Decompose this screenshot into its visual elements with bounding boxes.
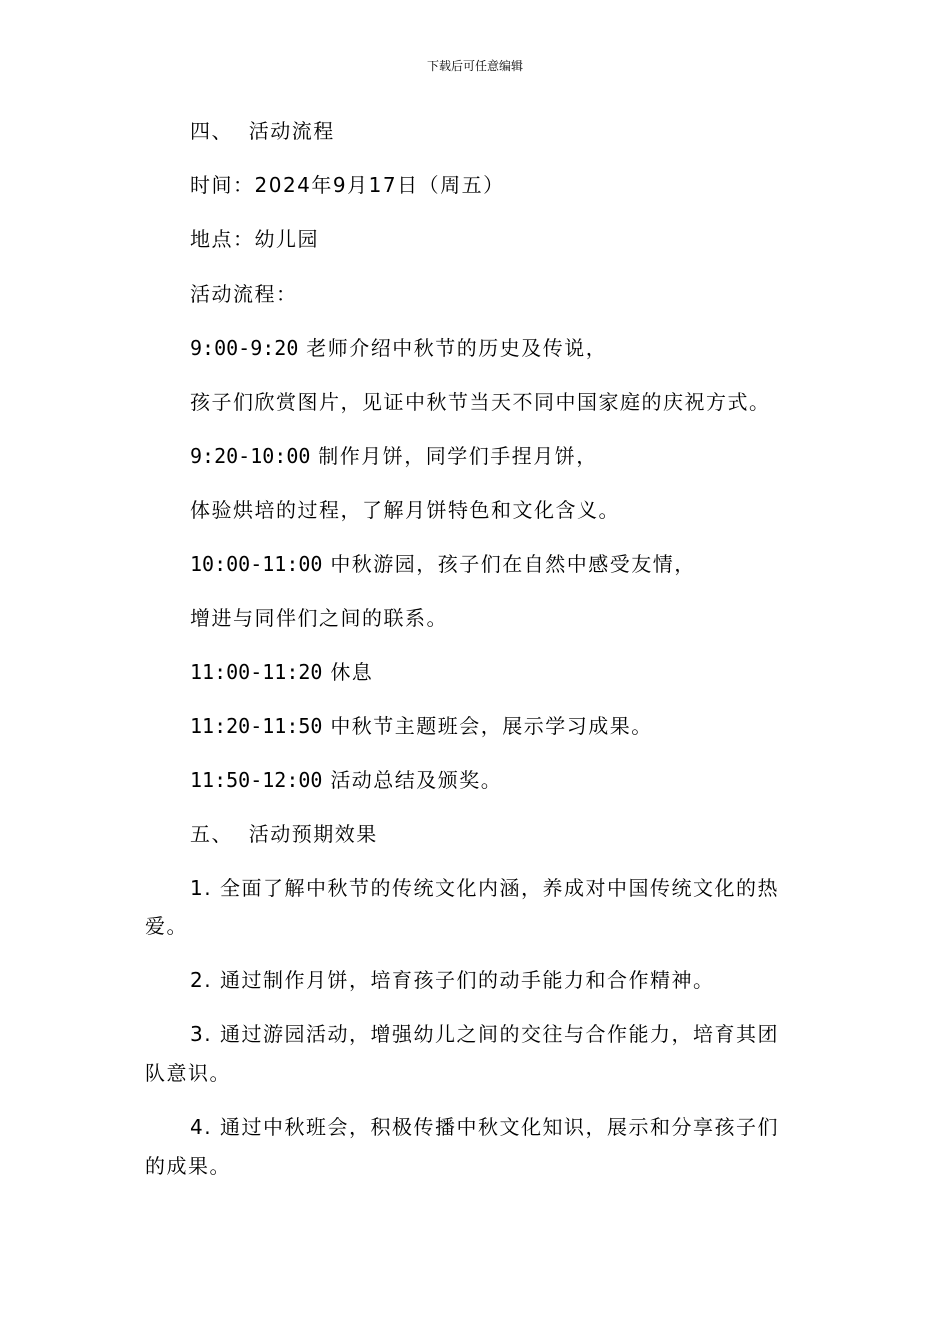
schedule-item-continued: 增进与同伴们之间的联系。 <box>190 606 448 630</box>
schedule-item <box>190 335 607 361</box>
page-header: 下载后可任意编辑 <box>426 59 523 73</box>
effect-item: 4. 通过中秋班会，积极传播中秋文化知识，展示和分享孩子们 <box>190 1115 779 1139</box>
schedule-time: 10:00-11:00 <box>190 552 323 576</box>
event-place: 地点：幼儿园 <box>190 227 319 251</box>
schedule-text: 老师介绍中秋节的历史及传说， <box>306 336 608 360</box>
schedule-item <box>190 551 696 577</box>
schedule-text: 制作月饼，同学们手捏月饼， <box>318 444 598 468</box>
schedule-item <box>190 713 653 739</box>
schedule-time: 9:00-9:20 <box>190 336 299 360</box>
effect-item-continued: 爱。 <box>145 914 188 938</box>
schedule-time: 11:20-11:50 <box>190 714 323 738</box>
section-heading-5 <box>190 821 378 847</box>
schedule-text: 中秋节主题班会，展示学习成果。 <box>330 714 653 738</box>
effect-item: 1. 全面了解中秋节的传统文化内涵，养成对中国传统文化的热 <box>190 876 779 900</box>
section-title: 活动流程 <box>248 119 335 143</box>
section-number: 五、 <box>190 822 233 846</box>
schedule-time: 11:50-12:00 <box>190 768 323 792</box>
schedule-item-continued: 体验烘培的过程，了解月饼特色和文化含义。 <box>190 498 620 522</box>
effect-item: 3. 通过游园活动，增强幼儿之间的交往与合作能力，培育其团 <box>190 1022 779 1046</box>
schedule-item <box>190 443 598 469</box>
effect-item: 2. 通过制作月饼，培育孩子们的动手能力和合作精神。 <box>190 968 715 992</box>
schedule-item <box>190 659 373 685</box>
schedule-time: 9:20-10:00 <box>190 444 311 468</box>
section-title: 活动预期效果 <box>248 822 378 846</box>
schedule-time: 11:00-11:20 <box>190 660 323 684</box>
schedule-item <box>190 767 502 793</box>
event-time: 时间：2024年9月17日（周五） <box>190 173 505 197</box>
effect-item-continued: 的成果。 <box>145 1154 231 1178</box>
section-heading-4 <box>190 118 335 144</box>
schedule-text: 活动总结及颁奖。 <box>330 768 503 792</box>
schedule-item-continued: 孩子们欣赏图片，见证中秋节当天不同中国家庭的庆祝方式。 <box>190 390 771 414</box>
section-number: 四、 <box>190 119 233 143</box>
schedule-text: 休息 <box>330 660 374 684</box>
effect-item-continued: 队意识。 <box>145 1061 231 1085</box>
schedule-text: 中秋游园，孩子们在自然中感受友情， <box>330 552 696 576</box>
flow-label: 活动流程： <box>190 282 298 306</box>
